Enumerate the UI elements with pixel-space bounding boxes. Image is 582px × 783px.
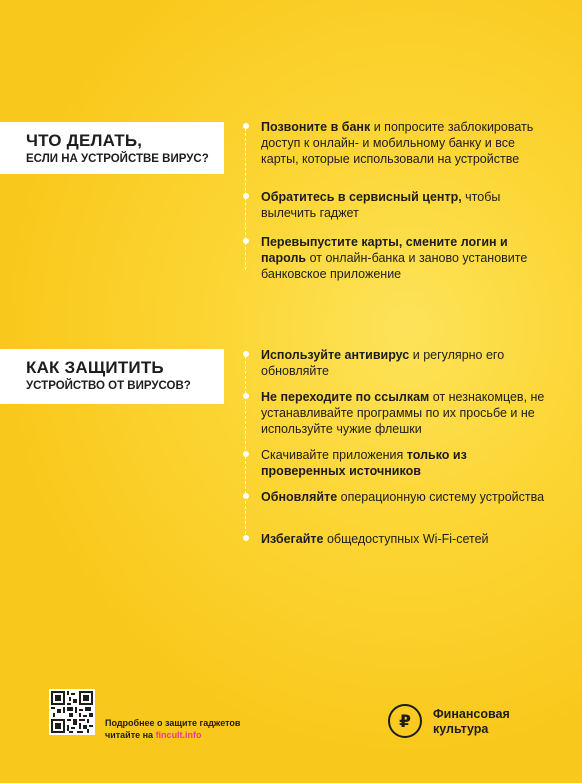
section2-heading (0, 349, 224, 404)
list-item: Используйте антивирус и регулярно его обновляйте (243, 347, 548, 380)
section1-subtitle: ЕСЛИ НА УСТРОЙСТВЕ ВИРУС? (26, 153, 209, 165)
list-item: Обновляйте операционную систему устройства (243, 489, 548, 522)
list-item: Скачивайте приложения только из проверенных источников (243, 447, 548, 480)
bullet-dot-icon (243, 351, 249, 357)
section2-list (243, 347, 548, 547)
list-item: Перевыпустите карты, смените логин и пароль от онлайн-банка и заново установите банковское приложение (243, 234, 548, 282)
section2-title: КАК ЗАЩИТИТЬ (26, 358, 164, 377)
list-item: Избегайте общедоступных Wi-Fi-сетей (243, 531, 548, 547)
bullet-dot-icon (243, 493, 249, 499)
fincult-link[interactable]: fincult.info (155, 730, 202, 740)
logo-text: Финансовая культура (433, 707, 510, 736)
bullet-dot-icon (243, 238, 249, 244)
section1-list (243, 119, 548, 282)
qr-code-icon[interactable] (49, 689, 95, 735)
list-item: Позвоните в банк и попросите заблокировать доступ к онлайн- и мобильному банку и все карты, которые использовали на устройстве (243, 119, 548, 180)
bullet-dot-icon (243, 193, 249, 199)
section2-subtitle: УСТРОЙСТВО ОТ ВИРУСОВ? (26, 380, 191, 392)
section1-title: ЧТО ДЕЛАТЬ, (26, 131, 143, 150)
list-item: Не переходите по ссылкам от незнакомцев, не устанавливайте программы по их просьбе и не используйте чужие флешки (243, 389, 548, 438)
footer-note: Подробнее о защите гаджетов читайте на fincult.info (105, 718, 241, 740)
list-item: Обратитесь в сервисный центр, чтобы вылечить гаджет (243, 189, 548, 224)
bullet-dot-icon (243, 535, 249, 541)
financial-culture-logo-icon (388, 704, 422, 738)
section1-heading (0, 122, 224, 174)
svg-text:₽: ₽ (399, 712, 411, 732)
bullet-dot-icon (243, 451, 249, 457)
bullet-dot-icon (243, 123, 249, 129)
bullet-dot-icon (243, 393, 249, 399)
